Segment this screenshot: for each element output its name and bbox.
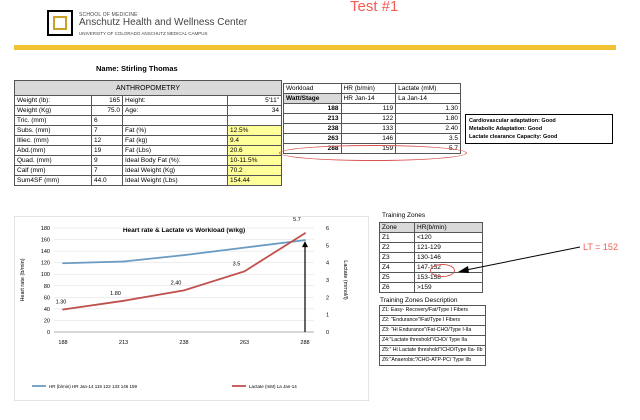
table-cell: Quad. (mm)	[15, 156, 92, 166]
table-cell	[228, 116, 282, 126]
patient-name: Name: Stirling Thomas	[96, 64, 178, 73]
anthropometry-title: ANTHROPOMETRY	[15, 81, 282, 96]
hr-point	[123, 261, 125, 263]
test-title: Test #1	[350, 0, 399, 15]
table-cell: Fat (Lbs)	[123, 146, 228, 156]
table-cell: 9.4	[228, 136, 282, 146]
table-cell: Z2: "Endurance"/Fat/Type I Fibers	[380, 316, 486, 326]
table-cell: 44.0	[92, 176, 123, 186]
table-cell: Height:	[123, 96, 228, 106]
y-tick-label: 180	[40, 226, 50, 232]
lactate-point	[62, 309, 64, 311]
x-tick-label: 263	[239, 340, 250, 346]
table-cell: Ideal Weight (Lbs)	[123, 176, 228, 186]
table-cell: 165	[92, 96, 123, 106]
table-cell: 213	[284, 114, 342, 124]
table-cell: >159	[415, 283, 483, 293]
table-row	[380, 326, 486, 336]
table-cell: 130-146	[415, 253, 483, 263]
table-cell: Z4	[380, 263, 415, 273]
table-cell: 238	[284, 124, 342, 134]
table-cell: Z2	[380, 243, 415, 253]
school-label: SCHOOL OF MEDICINE	[79, 12, 138, 18]
table-cell: 6	[92, 116, 123, 126]
y-tick-label: 60	[43, 295, 50, 302]
table-row	[15, 126, 282, 136]
anthropometry-table	[14, 80, 282, 186]
table-cell: 119	[341, 104, 396, 114]
table-cell: Fat (%)	[123, 126, 228, 136]
x-tick-label: 188	[58, 340, 68, 346]
table-cell: Illiec. (mm)	[15, 136, 92, 146]
university-label: UNIVERSITY OF COLORADO ANSCHUTZ MEDICAL CAMPUS	[79, 31, 208, 36]
hr-header: HR (b/min)	[341, 84, 396, 94]
table-row	[15, 116, 282, 126]
hr-point	[304, 239, 306, 241]
x-tick-label: 238	[179, 340, 189, 346]
table-cell: 19	[92, 146, 123, 156]
table-cell: 153-158	[415, 273, 483, 283]
watt-stage-header: Watt/Stage	[284, 94, 342, 104]
legend-label: HR (b/min) HR Jan-14 119 122 133 146 159	[49, 384, 137, 389]
lactate-data-label: 1.30	[55, 299, 67, 306]
table-cell: Z1: Easy- Recovery/Fat/Type I Fibers	[380, 306, 486, 316]
table-row	[380, 336, 486, 346]
threshold-highlight-oval	[279, 145, 467, 161]
table-cell: 288	[284, 144, 342, 154]
lactate-point	[183, 290, 185, 292]
table-cell: Subs. (mm)	[15, 126, 92, 136]
hr-date-header: HR Jan-14	[341, 94, 396, 104]
table-cell: 70.2	[228, 166, 282, 176]
table-row	[284, 134, 461, 144]
table-cell: Abd.(mm)	[15, 146, 92, 156]
workload-table	[283, 83, 461, 154]
table-row	[15, 106, 282, 116]
table-cell: 75.0	[92, 106, 123, 116]
table-row	[15, 156, 282, 166]
y2-tick-label: 3	[326, 278, 330, 284]
y-tick-label: 20	[43, 318, 50, 325]
table-row	[15, 176, 282, 186]
table-cell: 122	[341, 114, 396, 124]
hr-point	[183, 254, 185, 256]
summary-line: Cardiovascular adaptation: Good	[469, 118, 556, 124]
table-row	[284, 114, 461, 124]
y-tick-label: 140	[40, 249, 50, 256]
table-cell: Weight (Kg)	[15, 106, 92, 116]
table-row	[380, 233, 483, 243]
lactate-data-label: 2.40	[170, 280, 182, 287]
x-tick-label: 213	[118, 340, 129, 346]
table-cell: 3.5	[396, 134, 461, 144]
y2-tick-label: 6	[326, 226, 330, 232]
table-cell: 5'11"	[228, 96, 282, 106]
table-cell: 133	[341, 124, 396, 134]
zone-header: Zone	[380, 223, 415, 233]
summary-line: Metabolic Adaptation: Good	[469, 126, 543, 132]
lactate-point	[244, 270, 246, 272]
table-cell: 154.44	[228, 176, 282, 186]
table-cell: Z5:" Hi Lactate threshold"/CHO/Type IIa- IIb	[380, 346, 486, 356]
y-tick-label: 160	[40, 237, 50, 244]
summary-line: Lactate clearance Capacity: Good	[469, 134, 558, 140]
table-cell: Sum4SF (mm)	[15, 176, 92, 186]
zone-descriptions-title: Training Zones Description	[380, 297, 458, 304]
table-cell: 20.6	[228, 146, 282, 156]
table-cell: 263	[284, 134, 342, 144]
y-tick-label: 40	[43, 306, 50, 313]
chart-title: Heart rate & Lactate vs Workload (w/kg)	[122, 227, 246, 234]
table-row	[284, 124, 461, 134]
table-cell: 146	[341, 134, 396, 144]
table-cell: Ideal Weight (Kg)	[123, 166, 228, 176]
table-row	[15, 96, 282, 106]
table-row	[15, 166, 282, 176]
lt-highlight-oval	[430, 264, 455, 277]
y-axis-label: Heart rate (b/min)	[20, 258, 26, 302]
table-row	[380, 316, 486, 326]
table-cell: Z4:"Lactate threshold"/CHO/ Type IIa	[380, 336, 486, 346]
lactate-data-label: 1.80	[110, 290, 121, 297]
y2-tick-label: 4	[326, 260, 330, 267]
table-row	[380, 306, 486, 316]
y-tick-label: 120	[40, 260, 50, 267]
y2-tick-label: 1	[326, 312, 330, 319]
lactate-point	[304, 232, 306, 234]
zone-descriptions-table	[379, 305, 486, 366]
table-cell: 159	[341, 144, 396, 154]
lactate-point	[123, 300, 125, 302]
table-cell: 2.40	[396, 124, 461, 134]
table-cell: Ideal Body Fat (%):	[123, 156, 228, 166]
table-cell: Z3: "Hi Endurance"/Fat-CHO/Type I-IIa	[380, 326, 486, 336]
y2-tick-label: 0	[326, 330, 330, 336]
university-logo	[47, 10, 73, 36]
table-cell	[123, 116, 228, 126]
lactate-data-label: 5.7	[293, 217, 301, 224]
y-tick-label: 80	[43, 283, 50, 290]
x-tick-label: 288	[300, 340, 310, 346]
table-cell: Z6:"Anaerobic"/CHO-ATP-PC/ Type IIb	[380, 356, 486, 366]
table-cell: 1.80	[396, 114, 461, 124]
table-cell: Tric. (mm)	[15, 116, 92, 126]
table-cell: 5.7	[396, 144, 461, 154]
lt-arrow-icon	[456, 245, 586, 275]
zone-hr-header: HR(b/min)	[415, 223, 483, 233]
table-cell: 9	[92, 156, 123, 166]
table-cell: 147-152	[415, 263, 483, 273]
table-cell: 7	[92, 126, 123, 136]
table-row	[380, 346, 486, 356]
la-date-header: La Jan-14	[396, 94, 461, 104]
table-cell: 10-11.5%	[228, 156, 282, 166]
lactate-header: Lactate (mM)	[396, 84, 461, 94]
legend-label: Lactate (mM) La Jan-14	[249, 384, 297, 389]
table-row	[15, 146, 282, 156]
table-cell: 188	[284, 104, 342, 114]
table-cell: 12.5%	[228, 126, 282, 136]
table-cell: Z1	[380, 233, 415, 243]
center-name: Anschutz Health and Wellness Center	[79, 17, 248, 28]
y2-tick-label: 5	[326, 243, 330, 250]
table-row	[15, 136, 282, 146]
table-cell: 121-129	[415, 243, 483, 253]
table-cell: Calf (mm)	[15, 166, 92, 176]
training-zones-title: Training Zones	[382, 212, 426, 219]
hr-point	[244, 247, 246, 249]
table-row	[380, 356, 486, 366]
lt-annotation: LT = 152	[583, 242, 618, 252]
table-cell: 12	[92, 136, 123, 146]
lactate-data-label: 3.5	[232, 261, 241, 268]
table-cell: Weight (lb):	[15, 96, 92, 106]
table-cell: 34	[228, 106, 282, 116]
table-row	[284, 104, 461, 114]
table-cell: Z3	[380, 253, 415, 263]
table-cell: 7	[92, 166, 123, 176]
table-cell: 1.30	[396, 104, 461, 114]
table-cell: <120	[415, 233, 483, 243]
y-tick-label: 0	[46, 330, 50, 336]
table-cell: Age:	[123, 106, 228, 116]
y2-axis-label: Lactate (mmol/l)	[342, 260, 348, 300]
table-cell: Z5	[380, 273, 415, 283]
y2-tick-label: 2	[326, 295, 330, 302]
y-tick-label: 100	[40, 272, 50, 279]
header-divider	[14, 45, 616, 50]
table-cell: Fat (kg)	[123, 136, 228, 146]
workload-header: Workload	[284, 84, 342, 94]
table-row	[380, 283, 483, 293]
adaptation-summary	[465, 114, 613, 144]
table-cell: Z6	[380, 283, 415, 293]
hr-point	[62, 262, 64, 264]
hr-lactate-chart	[14, 216, 369, 401]
